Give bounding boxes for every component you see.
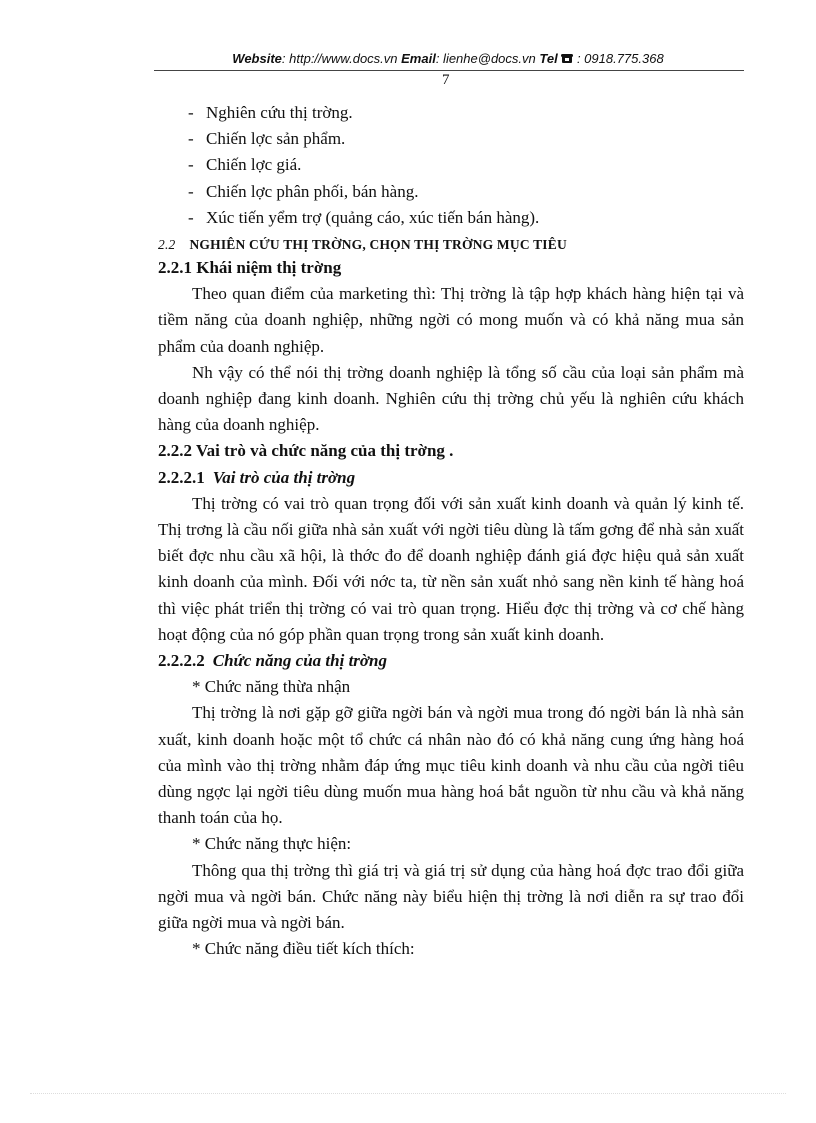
- website-value: : http://www.docs.vn: [281, 51, 398, 66]
- email-value: : lienhe@docs.vn: [435, 51, 536, 66]
- section-heading-2-2-2-1: 2.2.2.1 Vai trò của thị trờng: [158, 467, 356, 487]
- page-header: [0, 51, 816, 66]
- paragraph: Thị trờng là nơi gặp gỡ giữa ngời bán và ngời mua trong đó ngời bán là nhà sản xuất, kinh doanh hoặc một tổ chức cá nhân nào đó có khả năng cung ứng hàng hoá của mình vào thị trờng nhằm đáp ứng mục tiêu kinh doanh và nhu cầu của ngời tiêu dùng ngợc lại ngời tiêu dùng muốn mua hàng hoá bắt nguồn từ nhu cầu và khả năng thanh toán của họ.: [158, 703, 744, 828]
- section-heading-2-2: 2.2 NGHIÊN CỨU THỊ TRỜNG, CHỌN THỊ TRỜNG MỤC TIÊU: [158, 237, 567, 253]
- list-item: - Xúc tiến yểm trợ (quảng cáo, xúc tiến bán hàng).: [188, 207, 540, 227]
- page-number: 7: [442, 72, 450, 88]
- paragraph: Theo quan điểm của marketing thì: Thị trờng là tập hợp khách hàng hiện tại và tiềm năng của doanh nghiệp, những ngời có mong muốn và có khả năng mua sản phẩm của doanh nghiệp.: [158, 284, 744, 356]
- sub-heading: * Chức năng thực hiện:: [192, 834, 352, 854]
- section-heading-2-2-2-2: 2.2.2.2 Chức năng của thị trờng: [158, 651, 387, 671]
- email-label: Email: [401, 51, 436, 66]
- paragraph: Thị trờng có vai trò quan trọng đối với sản xuất kinh doanh và quản lý kinh tế. Thị trơng là cầu nối giữa nhà sản xuất với ngời tiêu dùng là tấm gơng để nhà sản xuất biết đợc nhu cầu xã hội, là thớc đo để doanh nghiệp đánh giá đợc hiệu quả sản xuất kinh doanh của mình. Đối với nớc ta, từ nền sản xuất nhỏ sang nền kinh tế hàng hoá thì việc phát triển thị trờng có vai trò quan trọng. Hiểu đợc thị trờng và cơ chế hàng hoạt động của nó góp phần quan trọng trong sản xuất kinh doanh.: [158, 493, 744, 644]
- list-item: - Nghiên cứu thị trờng.: [188, 103, 353, 122]
- list-item: - Chiến lợc phân phối, bán hàng.: [188, 181, 419, 201]
- list-item: - Chiến lợc giá.: [188, 155, 302, 175]
- footer-divider: [30, 1093, 786, 1094]
- section-heading-2-2-1: 2.2.1 Khái niệm thị trờng: [158, 258, 342, 278]
- paragraph: Nh vậy có thể nói thị trờng doanh nghiệp là tổng số cầu của loại sản phẩm mà doanh nghiệp đang kinh doanh. Nghiên cứu thị trờng chủ yếu là nghiên cứu khách hàng của doanh nghiệp.: [158, 362, 744, 435]
- paragraph: Thông qua thị trờng thì giá trị và giá trị sử dụng của hàng hoá đợc trao đổi giữa ngời mua và ngời bán. Chức năng này biểu hiện thị trờng là nơi diễn ra sự trao đổi giữa ngời mua và ngời bán.: [158, 860, 744, 933]
- sub-heading: * Chức năng điều tiết kích thích:: [192, 939, 415, 959]
- document-body: [158, 100, 744, 963]
- sub-heading: * Chức năng thừa nhận: [192, 677, 351, 697]
- phone-icon: [561, 51, 577, 66]
- website-label: Website: [232, 51, 282, 66]
- list-item: - Chiến lợc sản phẩm.: [188, 129, 346, 149]
- tel-value: : 0918.775.368: [576, 51, 664, 66]
- tel-label: Tel: [539, 51, 558, 66]
- section-heading-2-2-2: 2.2.2 Vai trò và chức năng của thị trờng .: [158, 441, 454, 461]
- header-divider: [154, 70, 744, 71]
